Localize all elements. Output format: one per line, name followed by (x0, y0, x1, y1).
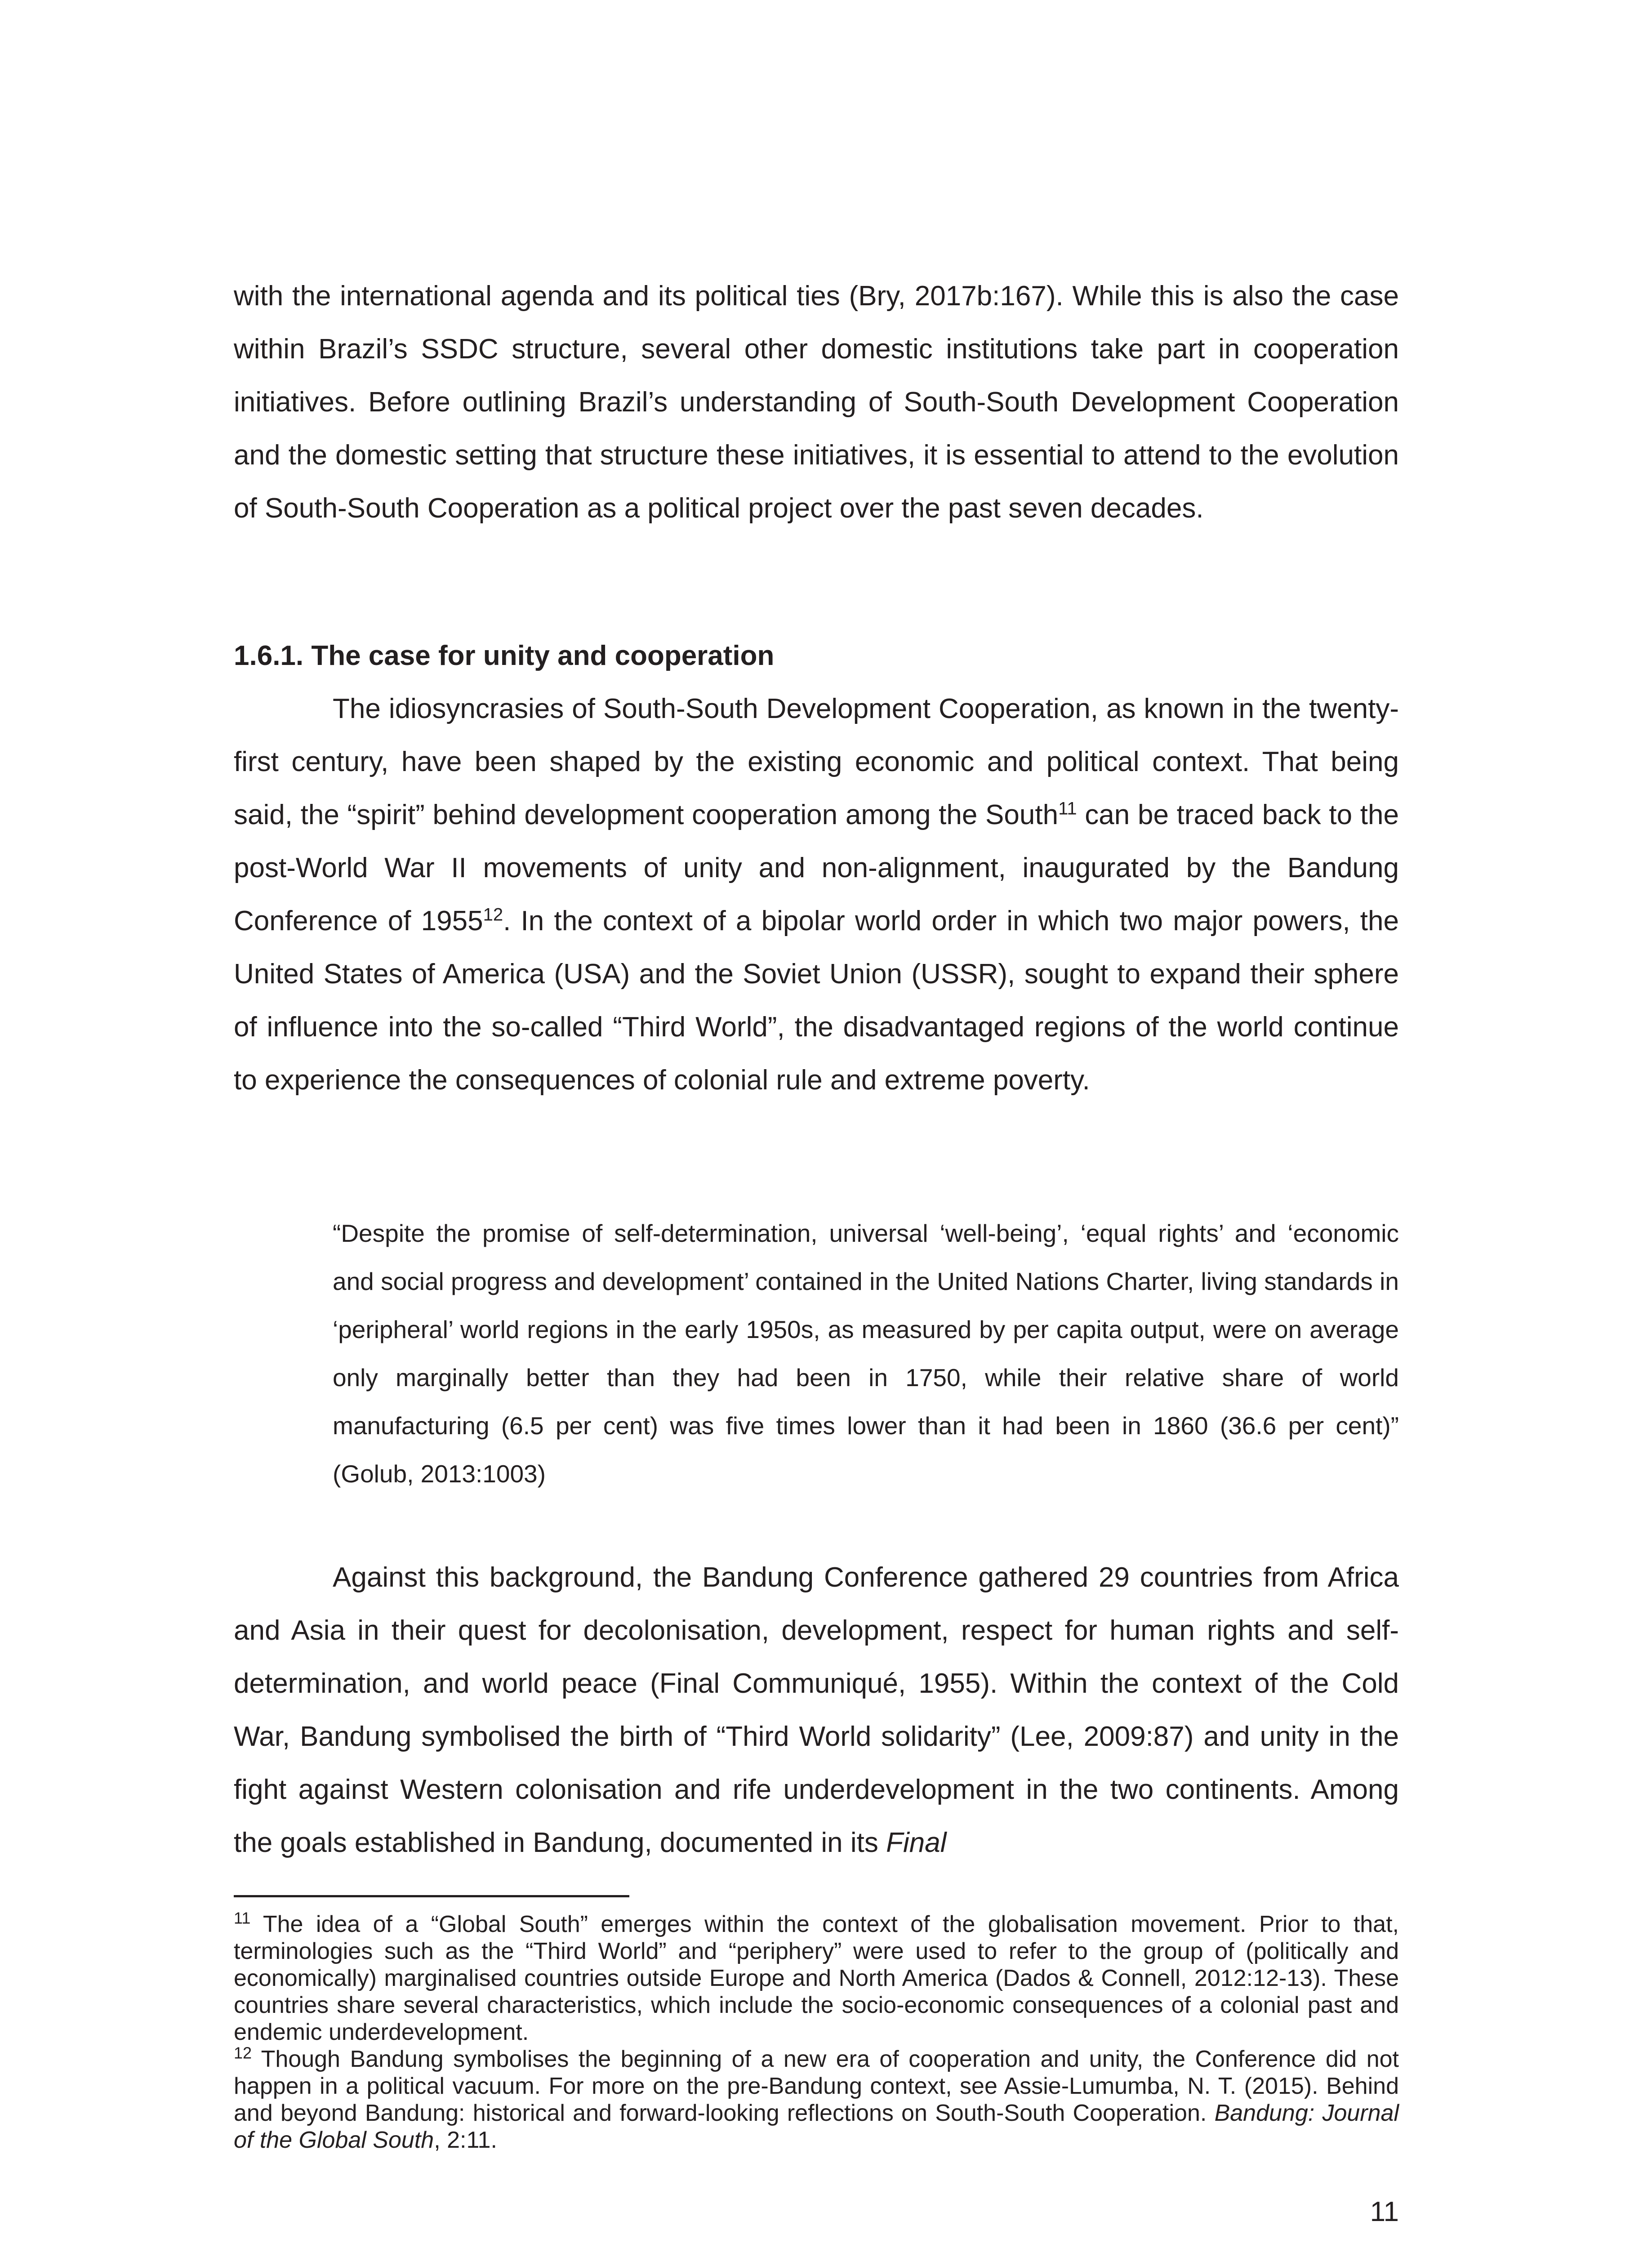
footnote-11-text: The idea of a “Global South” emerges within the context of the globalisation movement. Prior to that, terminologies such as the “Third World” and “periphery” were used to refer to the group of (politically and economically) marginalised countries outside Europe and North America (Dados & Connell, 2012:12-13). These countries share several characteristics, which include the socio-economic consequences of a colonial past and endemic underdevelopment. (234, 1911, 1399, 2045)
paragraph-bandung-italic: Final (886, 1827, 947, 1858)
paragraph-intro: with the international agenda and its political ties (Bry, 2017b:167). While this is also the case within Brazil’s SSDC structure, several other domestic institutions take part in cooperation initiatives. Before outlining Brazil’s understanding of South-South Development Cooperation and the domestic setting that structure these initiatives, it is essential to attend to the evolution of South-South Cooperation as a political project over the past seven decades. (234, 281, 1399, 524)
paragraph-context-part2: can be traced back to the post-World War II movements of unity and non-alignment, inaugurated by the Bandung Conference of 1955 (234, 799, 1399, 937)
footnote-12-journal: Bandung: Journal of the Global South (234, 2100, 1399, 2153)
intro-paragraph-block (234, 270, 1399, 535)
paragraph-bandung (234, 1551, 1399, 1869)
footnote-12-text: Though Bandung symbolises the beginning of a new era of cooperation and unity, the Conference did not happen in a political vacuum. For more on the pre-Bandung context, see Assie-Lumumba, N. T. (2015). Behind and beyond Bandung: historical and forward-looking reflections on South-South Cooperation. (234, 2046, 1399, 2126)
footnote-11 (234, 1911, 1399, 2046)
footnotes (234, 1911, 1399, 2154)
bandung-paragraph-block (234, 1551, 1399, 1869)
footnote-12-number: 12 (234, 2043, 252, 2062)
footnote-ref-11: 11 (1058, 798, 1077, 819)
paragraph-context (234, 682, 1399, 1107)
footnote-ref-12: 12 (483, 905, 503, 925)
paragraph-context-part1: The idiosyncrasies of South-South Development Cooperation, as known in the twenty-first century, have been shaped by the existing economic and political context. That being said, the “spirit” behind development cooperation among the South (234, 693, 1399, 830)
section-block (234, 629, 1399, 1107)
block-quote: “Despite the promise of self-determination, universal ‘well-being’, ‘equal rights’ and ‘economic and social progress and development’ contained in the United Nations Charter, living standards in ‘peripheral’ world regions in the early 1950s, as measured by per capita output, were on average only marginally better than they had been in 1750, while their relative share of world manufacturing (6.5 per cent) was five times lower than it had been in 1860 (36.6 per cent)” (Golub, 2013:1003) (333, 1219, 1399, 1488)
footnote-12 (234, 2043, 1399, 2154)
footnote-12-text-end: , 2:11. (434, 2127, 497, 2153)
paragraph-bandung-text: Against this background, the Bandung Conference gathered 29 countries from Africa and Asia in their quest for decolonisation, development, respect for human rights and self-determination, and world peace (Final Communiqué, 1955). Within the context of the Cold War, Bandung symbolised the birth of “Third World solidarity” (Lee, 2009:87) and unity in the fight against Western colonisation and rife underdevelopment in the two continents. Among the goals established in Bandung, documented in its (234, 1562, 1399, 1858)
paragraph-context-part3: . In the context of a bipolar world order in which two major powers, the United States of America (USA) and the Soviet Union (USSR), sought to expand their sphere of influence into the so-called “Third World”, the disadvantaged regions of the world continue to experience the consequences of colonial rule and extreme poverty. (234, 905, 1399, 1096)
section-heading: 1.6.1. The case for unity and cooperation (234, 640, 775, 671)
footnote-11-number: 11 (234, 1909, 251, 1927)
footnote-divider (234, 1895, 629, 1897)
page-number: 11 (1370, 2196, 1399, 2227)
